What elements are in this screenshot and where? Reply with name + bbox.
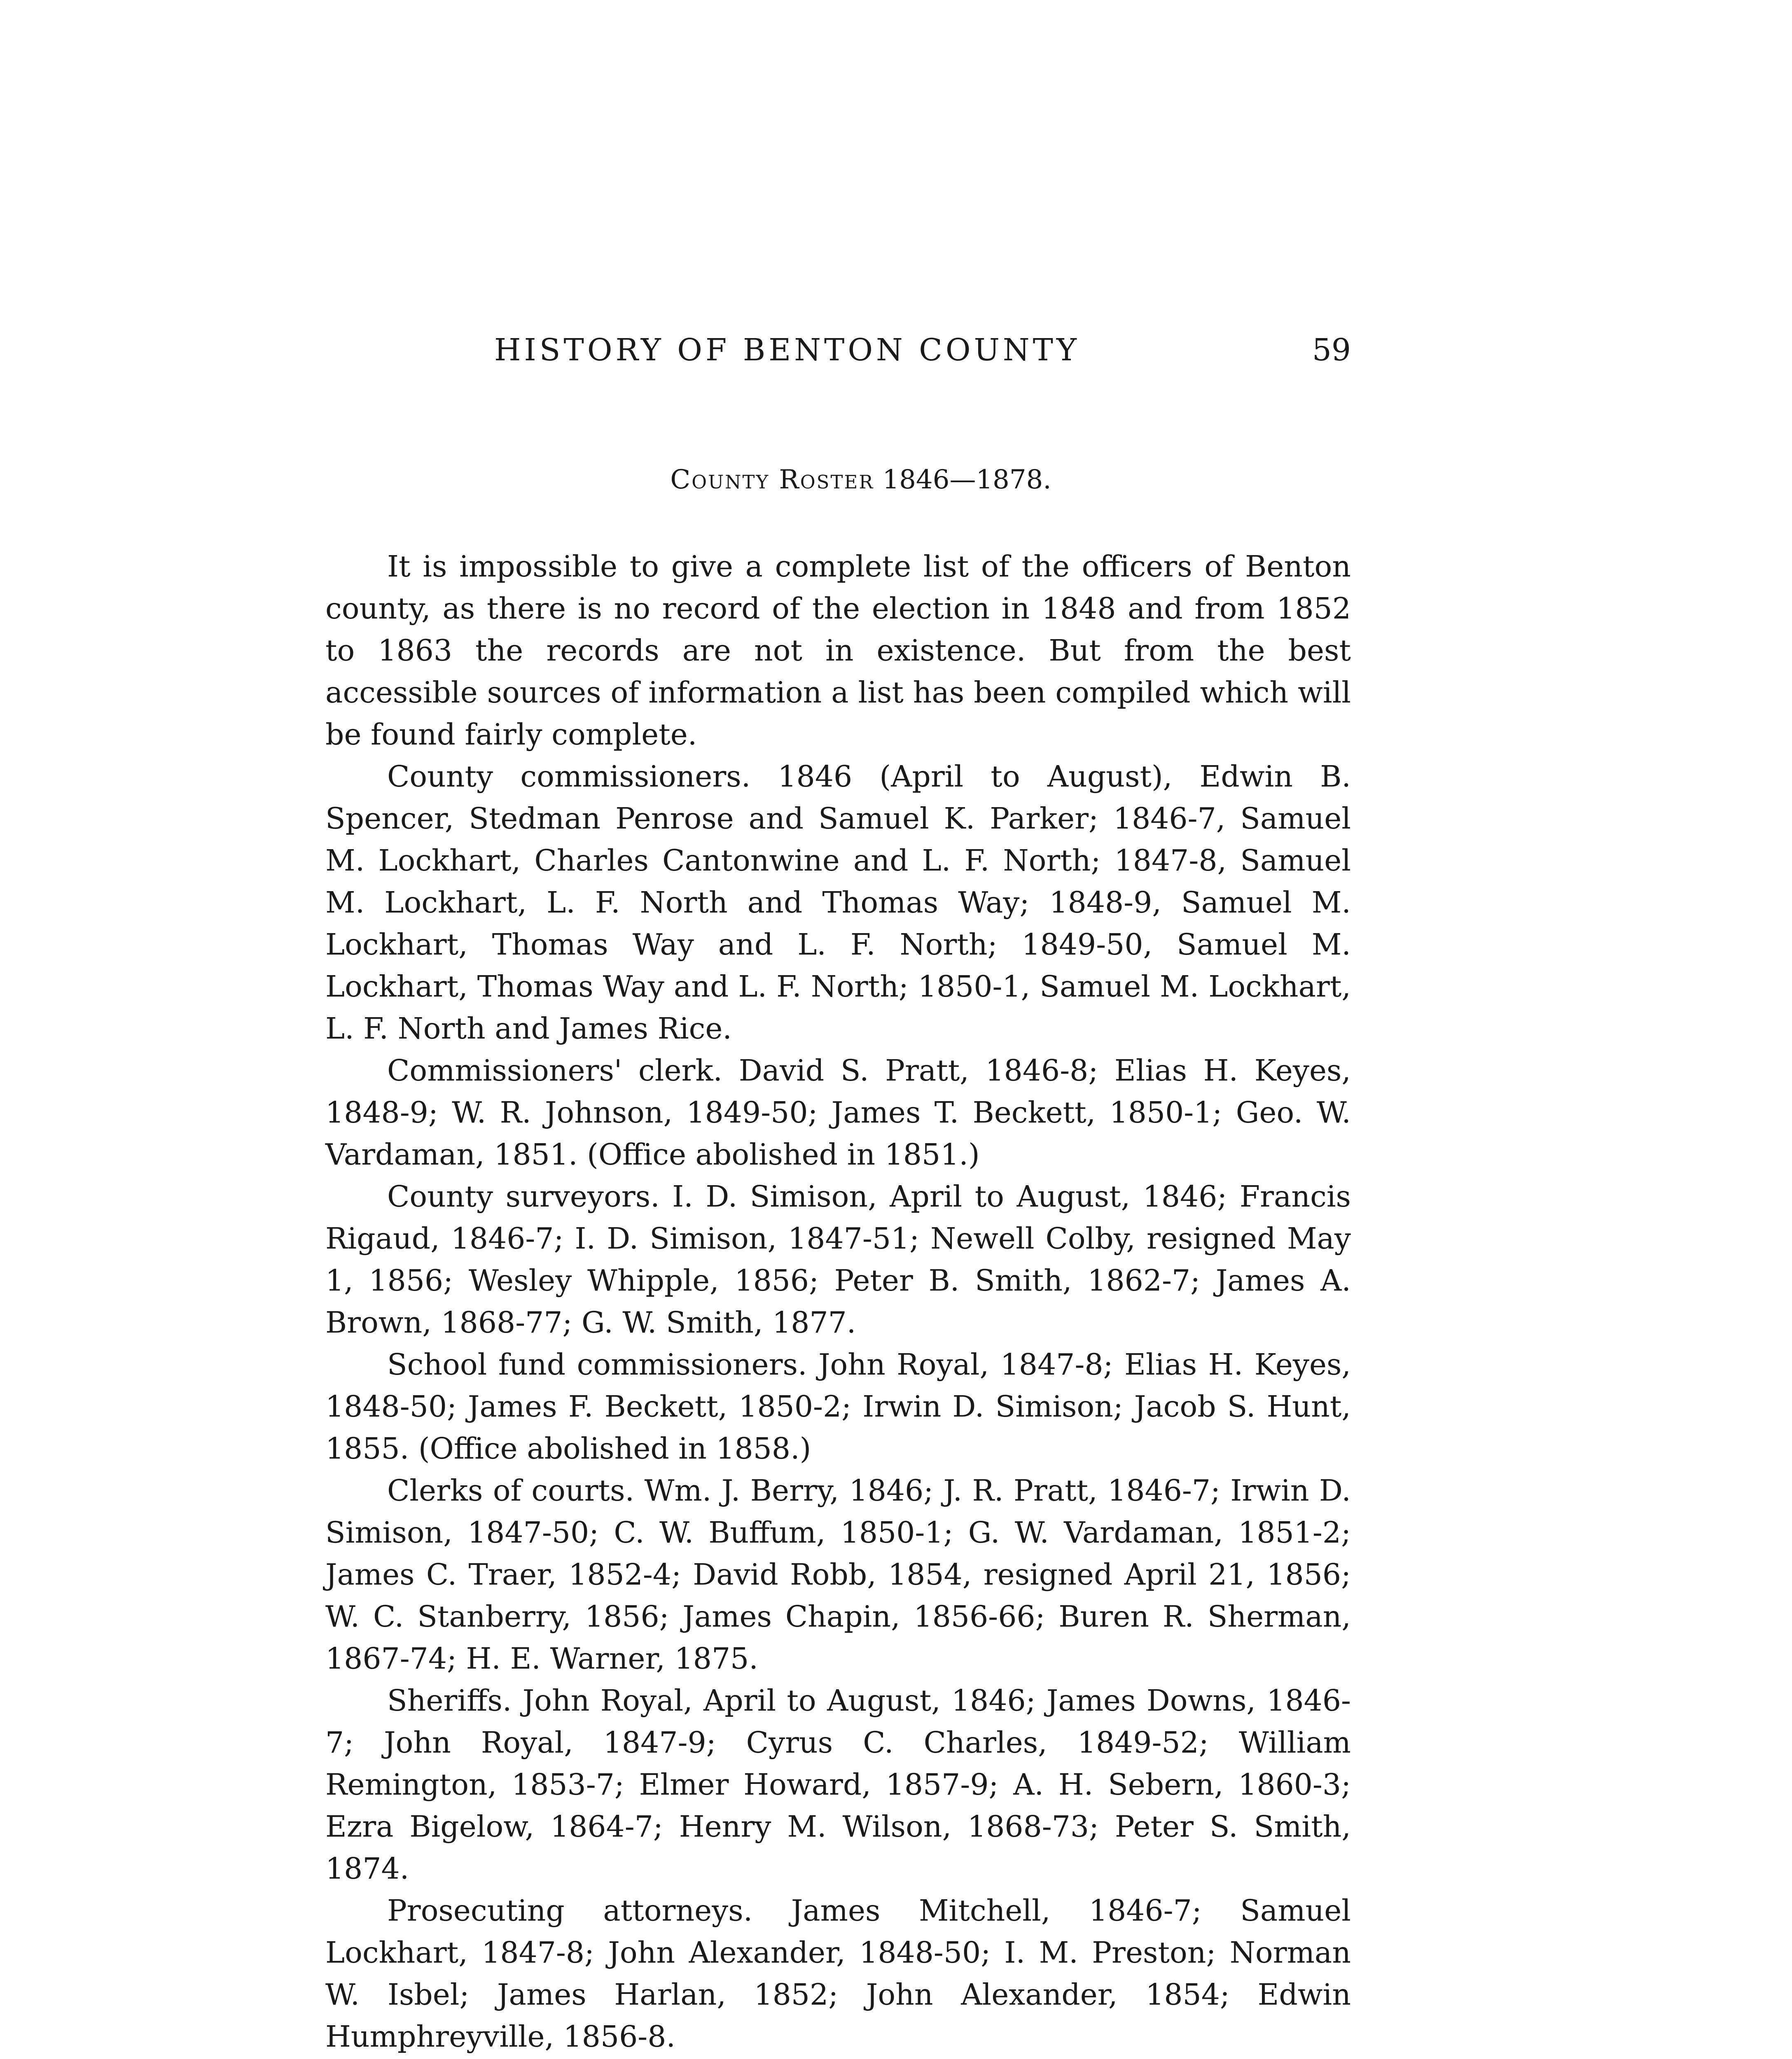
- section-heading-label: County Roster: [670, 465, 874, 495]
- clerks-of-courts-paragraph: Clerks of courts. Wm. J. Berry, 1846; J. R. Pratt, 1846-7; Irwin D. Simison, 1847-50; C. W. Buffum, 1850-1; G. W. Vardaman, 1851-2; James C. Traer, 1852-4; David Robb, 1854, resigned April 21, 1856; W. C. Stanberry, 1856; James Chapin, 1856-66; Buren R. Sherman, 1867-74; H. E. Warner, 1875.: [325, 1473, 1351, 1676]
- intro-paragraph: It is impossible to give a complete list of the officers of Benton county, as there is no record of the election in 1848 and from 1852 to 1863 the records are not in existence. But from the best accessible sources of information a list has been compiled which will be found fairly complete.: [325, 549, 1351, 752]
- county-commissioners-paragraph: County commissioners. 1846 (April to August), Edwin B. Spencer, Stedman Penrose and Samuel K. Parker; 1846-7, Samuel M. Lockhart, Charles Cantonwine and L. F. North; 1847-8, Samuel M. Lockhart, L. F. North and Thomas Way; 1848-9, Samuel M. Lockhart, Thomas Way and L. F. North; 1849-50, Samuel M. Lockhart, Thomas Way and L. F. North; 1850-1, Samuel M. Lockhart, L. F. North and James Rice.: [325, 759, 1351, 1046]
- commissioners-clerk-paragraph: Commissioners' clerk. David S. Pratt, 1846-8; Elias H. Keyes, 1848-9; W. R. Johnson, 1849-50; James T. Beckett, 1850-1; Geo. W. Vardaman, 1851. (Office abolished in 1851.): [325, 1053, 1351, 1172]
- body-text: [325, 546, 1351, 2059]
- page-number: 59: [1312, 332, 1351, 368]
- county-surveyors-paragraph: County surveyors. I. D. Simison, April to August, 1846; Francis Rigaud, 1846-7; I. D. Simison, 1847-51; Newell Colby, resigned May 1, 1856; Wesley Whipple, 1856; Peter B. Smith, 1862-7; James A. Brown, 1868-77; G. W. Smith, 1877.: [325, 1179, 1351, 1340]
- prosecuting-attorneys-paragraph: Prosecuting attorneys. James Mitchell, 1846-7; Samuel Lockhart, 1847-8; John Alexander, 1848-50; I. M. Preston; Norman W. Isbel; James Harlan, 1852; John Alexander, 1854; Edwin Humphreyville, 1856-8.: [325, 1893, 1351, 2054]
- section-heading-years: 1846—1878.: [882, 465, 1051, 495]
- page-header: [371, 329, 1351, 371]
- school-fund-commissioners-paragraph: School fund commissioners. John Royal, 1847-8; Elias H. Keyes, 1848-50; James F. Beckett, 1850-2; Irwin D. Simison; Jacob S. Hunt, 1855. (Office abolished in 1858.): [325, 1347, 1351, 1466]
- section-heading: [371, 461, 1351, 498]
- running-title: HISTORY OF BENTON COUNTY: [494, 332, 1080, 368]
- sheriffs-paragraph: Sheriffs. John Royal, April to August, 1846; James Downs, 1846-7; John Royal, 1847-9; Cyrus C. Charles, 1849-52; William Remington, 1853-7; Elmer Howard, 1857-9; A. H. Sebern, 1860-3; Ezra Bigelow, 1864-7; Henry M. Wilson, 1868-73; Peter S. Smith, 1874.: [325, 1683, 1351, 1886]
